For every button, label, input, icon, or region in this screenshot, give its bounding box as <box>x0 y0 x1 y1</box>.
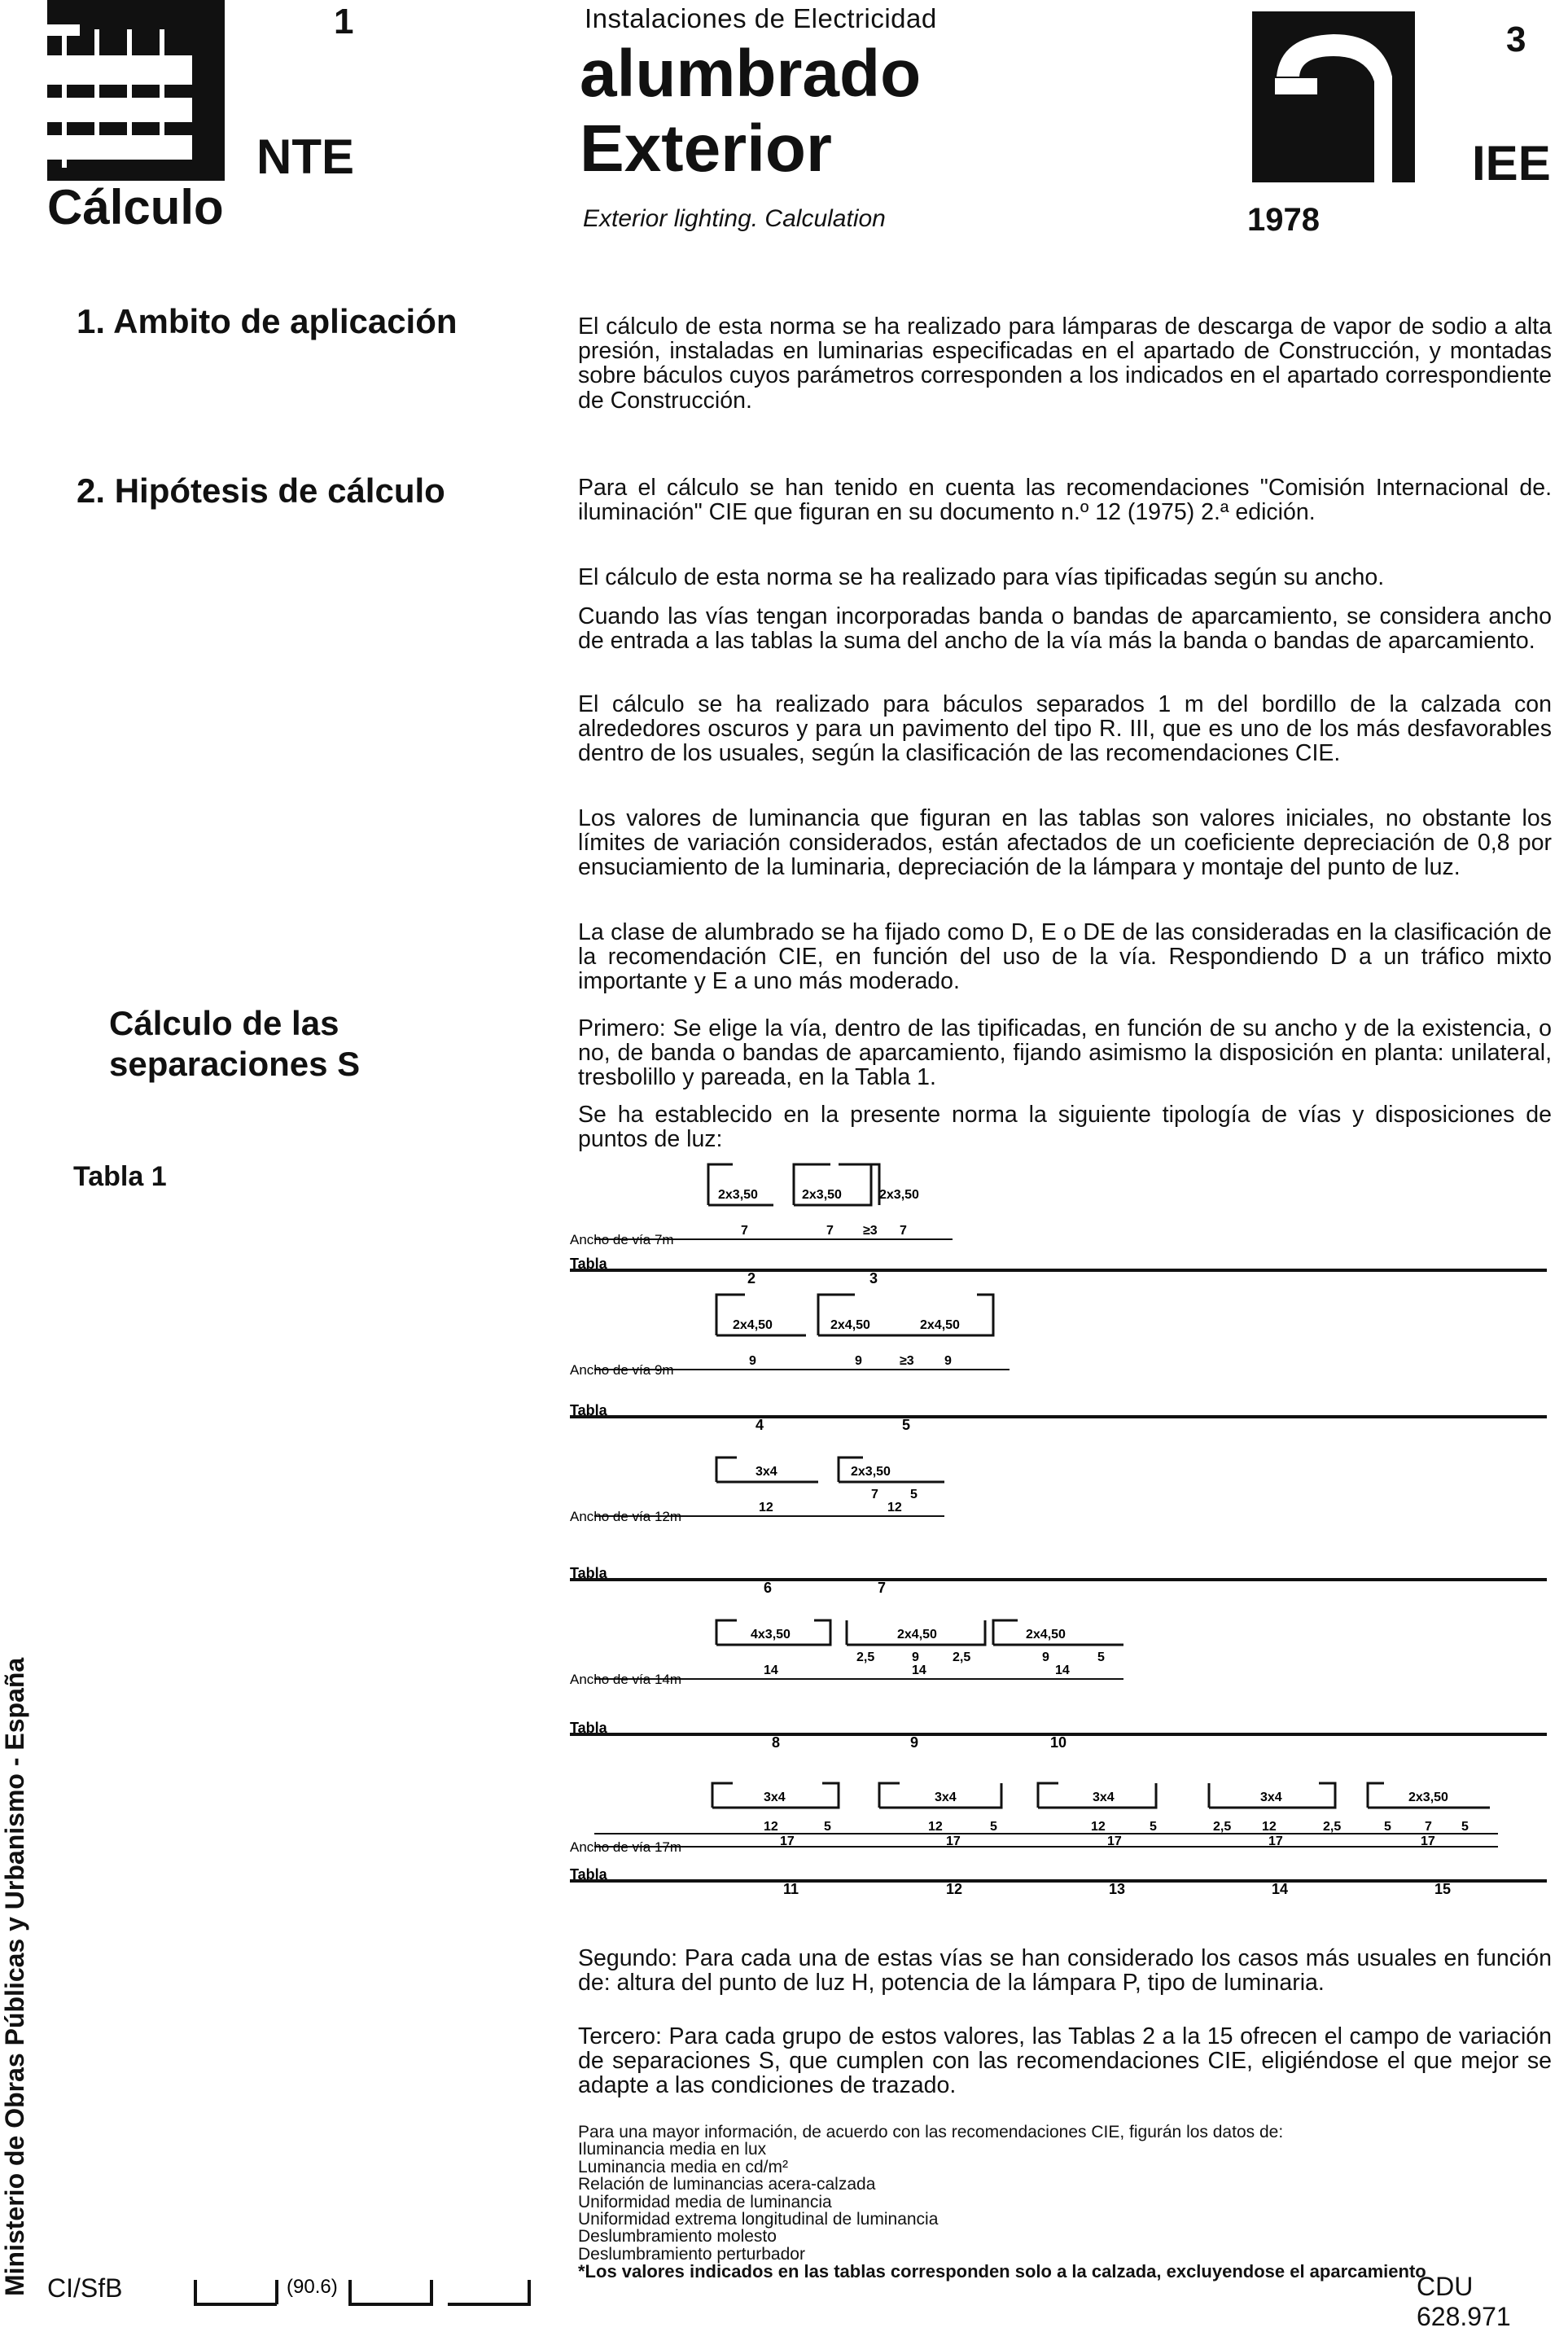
row5-table-ref-4: 14 <box>1272 1881 1289 1897</box>
note-item: Luminancia media en cd/m² <box>578 2157 788 2176</box>
row5-dim-12: 2,5 <box>1323 1820 1342 1834</box>
row5-dim-14: 5 <box>1384 1820 1391 1834</box>
page-title-line1: alumbrado <box>580 37 922 111</box>
row5-dim-7: 12 <box>1091 1820 1106 1834</box>
row5-dim-15: 7 <box>1425 1820 1432 1834</box>
row1-tabla-label: Tabla <box>570 1256 607 1272</box>
heading-separaciones: Cálculo de las separaciones S <box>109 1004 361 1084</box>
row3-dim-4: 12 <box>887 1501 902 1514</box>
series-title: Instalaciones de Electricidad <box>585 3 937 33</box>
row4-dim-2: 2,5 <box>856 1650 875 1664</box>
paragraph-ambito: El cálculo de esta norma se ha realizado para lámparas de descarga de vapor de sodio a alta presión, instaladas en luminarias especificadas en el apartado de Construcción, y montadas sobre báculos cuyos parámetros corresponden a los indicados en el apartado correspondiente de Construcción. <box>578 313 1552 414</box>
row5-dim-10: 2,5 <box>1213 1820 1232 1834</box>
sheet-number: 1 <box>334 2 354 42</box>
row5-dim-4: 12 <box>928 1820 943 1834</box>
paragraph-cie: Para el cálculo se han tenido en cuenta las recomendaciones "Comisión Internacional de. iluminación" CIE que figuran en su documento n.º 12 (1975) 2.ª edición. <box>578 475 1552 526</box>
row5-config-3: 3x4 <box>1093 1791 1115 1804</box>
row4-config-2: 2x4,50 <box>897 1628 937 1642</box>
note-item: Deslumbramiento perturbador <box>578 2244 805 2264</box>
row5-dim-11: 12 <box>1262 1820 1277 1834</box>
paragraph-baculos: El cálculo se ha realizado para báculos separados 1 m del bordillo de la calzada con alrededores oscuros y para un pavimento del tipo R. III, que es uno de los más desfavorables dentro de los usuales, según la clasificación de las recomendaciones CIE. <box>578 691 1552 767</box>
row3-dim-3: 5 <box>910 1488 918 1501</box>
row1-dim-3: ≥3 <box>863 1224 878 1238</box>
row1-config-3: 2x3,50 <box>879 1188 919 1202</box>
heading-hipotesis: 2. Hipótesis de cálculo <box>77 471 445 510</box>
row3-width-label: Ancho de vía 12m <box>570 1509 682 1524</box>
row1-width-label: Ancho de vía 7m <box>570 1232 674 1247</box>
row5-dim-1: 12 <box>764 1820 778 1834</box>
page-title-line2: Exterior <box>580 112 832 186</box>
nte-logo <box>47 0 225 181</box>
row3-dim-2: 7 <box>871 1488 878 1501</box>
row2-dim-1: 9 <box>749 1354 756 1368</box>
row4-dim-3: 9 <box>912 1650 919 1664</box>
row3-tabla-label: Tabla <box>570 1565 607 1581</box>
road-typology-diagrams <box>570 1148 1555 1930</box>
row4-config-3: 2x4,50 <box>1026 1628 1066 1642</box>
row4-dim-4: 2,5 <box>953 1650 971 1664</box>
row5-dim-5: 5 <box>990 1820 997 1834</box>
row5-dim-13: 17 <box>1268 1834 1283 1848</box>
row1-config-1: 2x3,50 <box>718 1188 758 1202</box>
row4-dim-5: 14 <box>912 1664 926 1677</box>
page-number: 3 <box>1506 20 1526 59</box>
paragraph-tercero: Tercero: Para cada grupo de estos valores, las Tablas 2 a la 15 ofrecen el campo de variación de separaciones S, que cumplen con las recomendaciones CIE, eligiéndose el que mejor se adapte a las condiciones de trazado. <box>578 2023 1552 2099</box>
note-item: Iluminancia media en lux <box>578 2140 767 2159</box>
row5-table-ref-5: 15 <box>1434 1881 1452 1897</box>
paragraph-luminancia: Los valores de luminancia que figuran en las tablas son valores iniciales, no obstante los límites de variación considerados, están afectados de un coeficiente depreciación de 0,8 por ensuciamiento de la luminaria, depreciación de la lámpara y montaje del punto de luz. <box>578 805 1552 881</box>
scale-label: (90.6) <box>287 2276 338 2298</box>
row4-config-1: 4x3,50 <box>751 1628 791 1642</box>
row5-tabla-label: Tabla <box>570 1866 607 1883</box>
row4-width-label: Ancho de vía 14m <box>570 1672 682 1687</box>
note-item: Relación de luminancias acera-calzada <box>578 2175 876 2194</box>
note-item: Uniformidad media de luminancia <box>578 2192 832 2211</box>
row2-width-label: Ancho de vía 9m <box>570 1362 674 1378</box>
note-item: Uniformidad extrema longitudinal de luminancia <box>578 2210 939 2229</box>
heading-ambito: 1. Ambito de aplicación <box>77 302 458 340</box>
cisfb-label: CI/SfB <box>47 2273 123 2303</box>
row2-dim-3: ≥3 <box>900 1354 914 1368</box>
paragraph-tipologia: Se ha establecido en la presente norma la siguiente tipología de vías y disposiciones de puntos de luz: <box>578 1102 1552 1153</box>
note-item: Para una mayor información, de acuerdo con las recomendaciones CIE, figurán los datos de: <box>578 2123 1284 2141</box>
row5-config-5: 2x3,50 <box>1408 1791 1448 1804</box>
year-label: 1978 <box>1247 202 1320 238</box>
row1-table-ref-2: 3 <box>869 1270 878 1287</box>
row5-dim-8: 5 <box>1150 1820 1157 1834</box>
row4-dim-1: 14 <box>764 1664 778 1677</box>
row5-dim-3: 17 <box>780 1834 795 1848</box>
row5-table-ref-3: 13 <box>1109 1881 1126 1897</box>
row4-dim-7: 5 <box>1097 1650 1105 1664</box>
row5-width-label: Ancho de vía 17m <box>570 1839 682 1855</box>
paragraph-segundo: Segundo: Para cada una de estas vías se han considerado los casos más usuales en función de: altura del punto de luz H, potencia de la lámpara P, tipo de luminaria. <box>578 1945 1552 1997</box>
row5-table-ref-1: 11 <box>783 1881 799 1897</box>
row4-table-ref-3: 10 <box>1050 1734 1067 1751</box>
row2-dim-4: 9 <box>944 1354 952 1368</box>
row5-dim-9: 17 <box>1107 1834 1122 1848</box>
row2-dim-2: 9 <box>855 1354 862 1368</box>
row2-config-3: 2x4,50 <box>920 1318 960 1332</box>
row4-tabla-label: Tabla <box>570 1720 607 1736</box>
row3-config-2: 2x3,50 <box>851 1465 891 1479</box>
row3-dim-1: 12 <box>759 1501 773 1514</box>
row2-table-ref-2: 5 <box>902 1417 911 1433</box>
paragraph-aparcamiento: Cuando las vías tengan incorporadas banda o bandas de aparcamiento, se considera ancho de entrada a las tablas la suma del ancho de la vía más la banda o bandas de aparcamiento. <box>578 603 1552 655</box>
row5-dim-2: 5 <box>824 1820 831 1834</box>
row5-dim-16: 5 <box>1461 1820 1469 1834</box>
row3-table-ref-1: 6 <box>764 1580 773 1596</box>
row1-dim-2: 7 <box>826 1224 834 1238</box>
row2-config-1: 2x4,50 <box>733 1318 773 1332</box>
row5-config-1: 3x4 <box>764 1791 786 1804</box>
cdu-code: CDU 628.971 <box>1417 2272 1511 2331</box>
row1-dim-4: 7 <box>900 1224 907 1238</box>
row5-dim-6: 17 <box>946 1834 961 1848</box>
row4-table-ref-2: 9 <box>910 1734 919 1751</box>
nte-label: NTE <box>256 129 354 184</box>
code-label: IEE <box>1472 136 1551 191</box>
paragraph-clase: La clase de alumbrado se ha fijado como D, E o DE de las consideradas en la clasificación de la recomendación CIE, en función del uso de la vía. Respondiendo D a un tráfico mixto importante y E a uno más moderado. <box>578 919 1552 995</box>
row5-dim-17: 17 <box>1421 1834 1435 1848</box>
row3-config-1: 3x4 <box>756 1465 777 1479</box>
row5-config-2: 3x4 <box>935 1791 957 1804</box>
section-label: Cálculo <box>47 180 224 235</box>
row5-table-ref-2: 12 <box>946 1881 963 1897</box>
paragraph-vias: El cálculo de esta norma se ha realizado para vías tipificadas según su ancho. <box>578 564 1385 590</box>
row2-config-2: 2x4,50 <box>830 1318 870 1332</box>
row5-config-4: 3x4 <box>1260 1791 1282 1804</box>
row1-config-2: 2x3,50 <box>802 1188 842 1202</box>
row2-table-ref-1: 4 <box>756 1417 764 1433</box>
row4-table-ref-1: 8 <box>772 1734 781 1751</box>
ministry-side-label: Ministerio de Obras Públicas y Urbanismo - España <box>0 1657 29 2296</box>
row2-tabla-label: Tabla <box>570 1402 607 1418</box>
notes-list <box>578 2124 1426 2282</box>
row4-dim-6: 9 <box>1042 1650 1049 1664</box>
street-lamp-icon <box>1252 11 1415 182</box>
row3-table-ref-2: 7 <box>878 1580 887 1596</box>
row4-dim-8: 14 <box>1055 1664 1070 1677</box>
tabla-1-label: Tabla 1 <box>73 1161 167 1192</box>
classification-scale <box>187 2268 545 2309</box>
paragraph-primero: Primero: Se elige la vía, dentro de las tipificadas, en función de su ancho y de la existencia, o no, de banda o bandas de aparcamiento, fijando asimismo la disposición en planta: unilateral, tresbolillo y pareada, en la Tabla 1. <box>578 1015 1552 1091</box>
row1-dim-1: 7 <box>741 1224 748 1238</box>
page-subtitle: Exterior lighting. Calculation <box>583 205 886 232</box>
note-item: Deslumbramiento molesto <box>578 2227 777 2247</box>
row1-table-ref-1: 2 <box>747 1270 756 1287</box>
note-item: *Los valores indicados en las tablas corresponden solo a la calzada, excluyendose el aparcamiento <box>578 2261 1426 2282</box>
